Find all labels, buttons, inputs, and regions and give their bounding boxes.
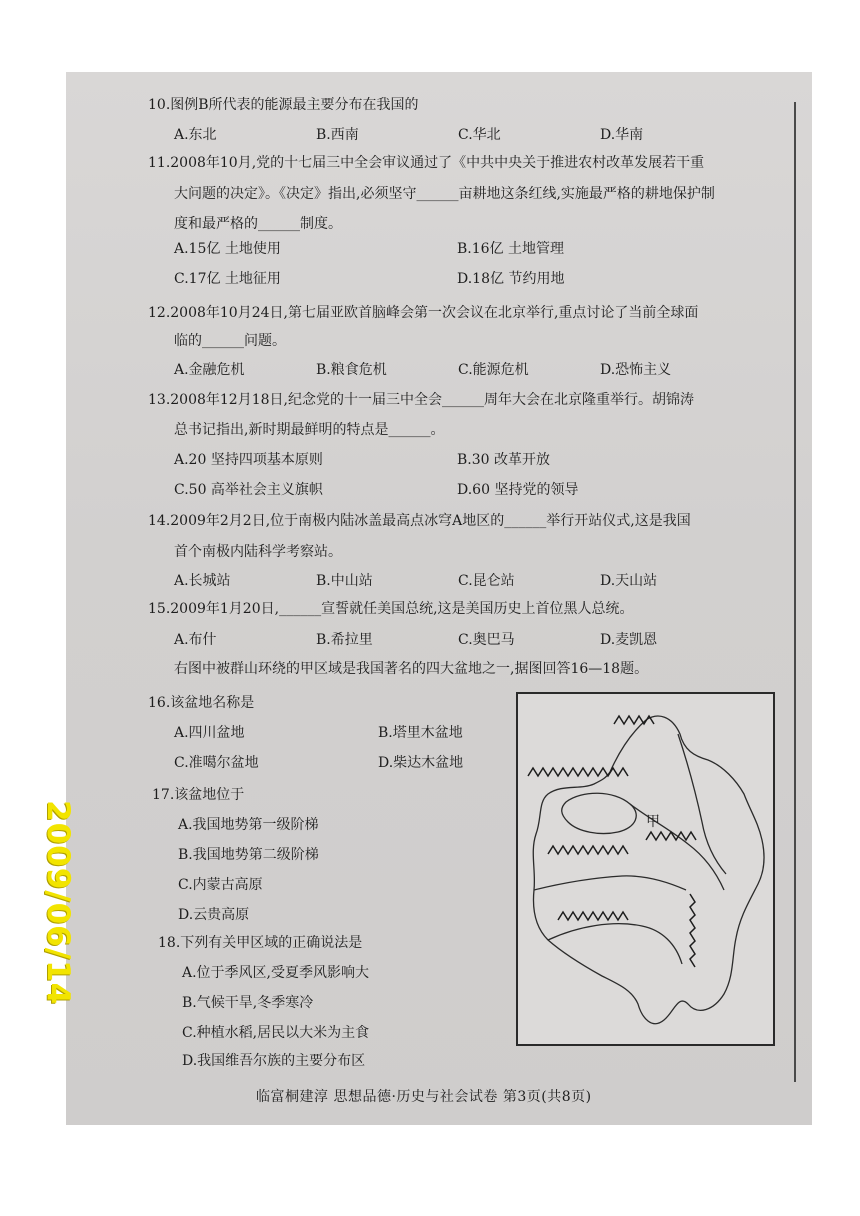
q12-option-d: D.恐怖主义 [600,362,672,378]
region-jia-label: 甲 [646,814,660,830]
q14-option-a: A.长城站 [174,573,231,589]
photo-date-stamp: 2009/06/14 [40,800,76,1006]
q14-stem-line2: 首个南极内陆科学考察站。 [174,544,342,560]
q12-option-b: B.粮食危机 [316,362,387,378]
q14-options [174,570,794,590]
map-river [678,734,726,874]
q15-option-b: B.希拉里 [316,632,373,648]
q12-stem-line1: 12.2008年10月24日,第七届亚欧首脑峰会第一次会议在北京举行,重点讨论了当前全球面 [148,305,699,321]
q14-option-d: D.天山站 [600,573,658,589]
q17-option-b: B.我国地势第二级阶梯 [178,847,319,863]
q13-option-b: B.30 改革开放 [457,452,551,468]
q13-option-d: D.60 坚持党的领导 [457,482,579,498]
q12-option-c: C.能源危机 [458,362,529,378]
q16-option-c: C.准噶尔盆地 [174,755,259,771]
mountain-range-altai [614,716,654,724]
q10-option-d: D.华南 [600,127,644,143]
mountain-range-qilian [646,832,696,840]
q13-stem-line1: 13.2008年12月18日,纪念党的十一届三中全会______周年大会在北京隆重举行。胡锦涛 [148,392,694,408]
mountain-range-himalaya [558,912,628,920]
q11-option-d: D.18亿 节约用地 [457,271,565,287]
q10-stem: 10.图例B所代表的能源最主要分布在我国的 [148,97,419,113]
q18-option-a: A.位于季风区,受夏季风影响大 [182,965,370,981]
q15-options [174,629,794,649]
q13-option-a: A.20 坚持四项基本原则 [174,452,323,468]
q16-option-d: D.柴达木盆地 [378,755,464,771]
q12-stem-line2: 临的______问题。 [174,333,286,349]
q14-stem-line1: 14.2009年2月2日,位于南极内陆冰盖最高点冰穹A地区的______举行开站仪式,这是我国 [148,513,691,529]
q11-stem-line1: 11.2008年10月,党的十七届三中全会审议通过了《中共中央关于推进农村改革发展若干重 [148,155,705,171]
q15-option-c: C.奥巴马 [458,632,515,648]
q10-option-a: A.东北 [174,127,217,143]
q18-option-d: D.我国维吾尔族的主要分布区 [182,1053,366,1069]
q15-stem: 15.2009年1月20日,______宣誓就任美国总统,这是美国历史上首位黑人总统。 [148,601,634,617]
exam-page-photo [66,72,812,1125]
q15-option-a: A.布什 [174,632,217,648]
map-outer-border [533,716,764,1024]
mountain-range-tianshan [528,768,628,776]
q18-option-b: B.气候干旱,冬季寒冷 [182,995,314,1011]
china-northwest-map [516,692,775,1046]
q13-options-row2 [174,479,794,499]
q10-option-b: B.西南 [316,127,359,143]
q13-option-c: C.50 高举社会主义旗帜 [174,482,323,498]
q11-stem-line3: 度和最严格的______制度。 [174,216,342,232]
q16-option-b: B.塔里木盆地 [378,725,463,741]
q10-options [174,124,794,144]
q10-option-c: C.华北 [458,127,501,143]
q17-option-c: C.内蒙古高原 [178,877,263,893]
page-edge-line [794,102,796,1082]
q17-stem: 17.该盆地位于 [152,787,245,803]
q13-stem-line2: 总书记指出,新时期最鲜明的特点是______。 [174,422,445,438]
q13-options-row1 [174,449,794,469]
q11-option-a: A.15亿 土地使用 [174,241,281,257]
mountain-range-hengduan [690,894,695,967]
q17-option-a: A.我国地势第一级阶梯 [178,817,319,833]
q15-option-d: D.麦凯恩 [600,632,658,648]
map-question-intro: 右图中被群山环绕的甲区域是我国著名的四大盆地之一,据图回答16—18题。 [174,661,649,677]
q16-stem: 16.该盆地名称是 [148,695,255,711]
mountain-range-kunlun [548,846,628,854]
q14-option-c: C.昆仑站 [458,573,515,589]
q18-option-c: C.种植水稻,居民以大米为主食 [182,1025,370,1041]
map-basin-outline [562,793,637,833]
q16-option-a: A.四川盆地 [174,725,245,741]
q14-option-b: B.中山站 [316,573,373,589]
map-southern-border [548,924,682,964]
map-drawing [518,694,773,1044]
q11-option-b: B.16亿 土地管理 [457,241,565,257]
q11-options-row1 [174,238,794,258]
q12-options [174,359,794,379]
q11-stem-line2: 大问题的决定》。《决定》指出,必须坚守______亩耕地这条红线,实施最严格的耕地保护制 [174,186,715,202]
map-inner-range [534,876,686,890]
q12-option-a: A.金融危机 [174,362,245,378]
q11-options-row2 [174,268,794,288]
q17-option-d: D.云贵高原 [178,907,250,923]
page-footer: 临富桐建淳 思想品德·历史与社会试卷 第3页(共8页) [256,1089,592,1105]
q18-stem: 18.下列有关甲区域的正确说法是 [158,935,363,951]
mountain-ranges [528,716,696,967]
q11-option-c: C.17亿 土地征用 [174,271,281,287]
